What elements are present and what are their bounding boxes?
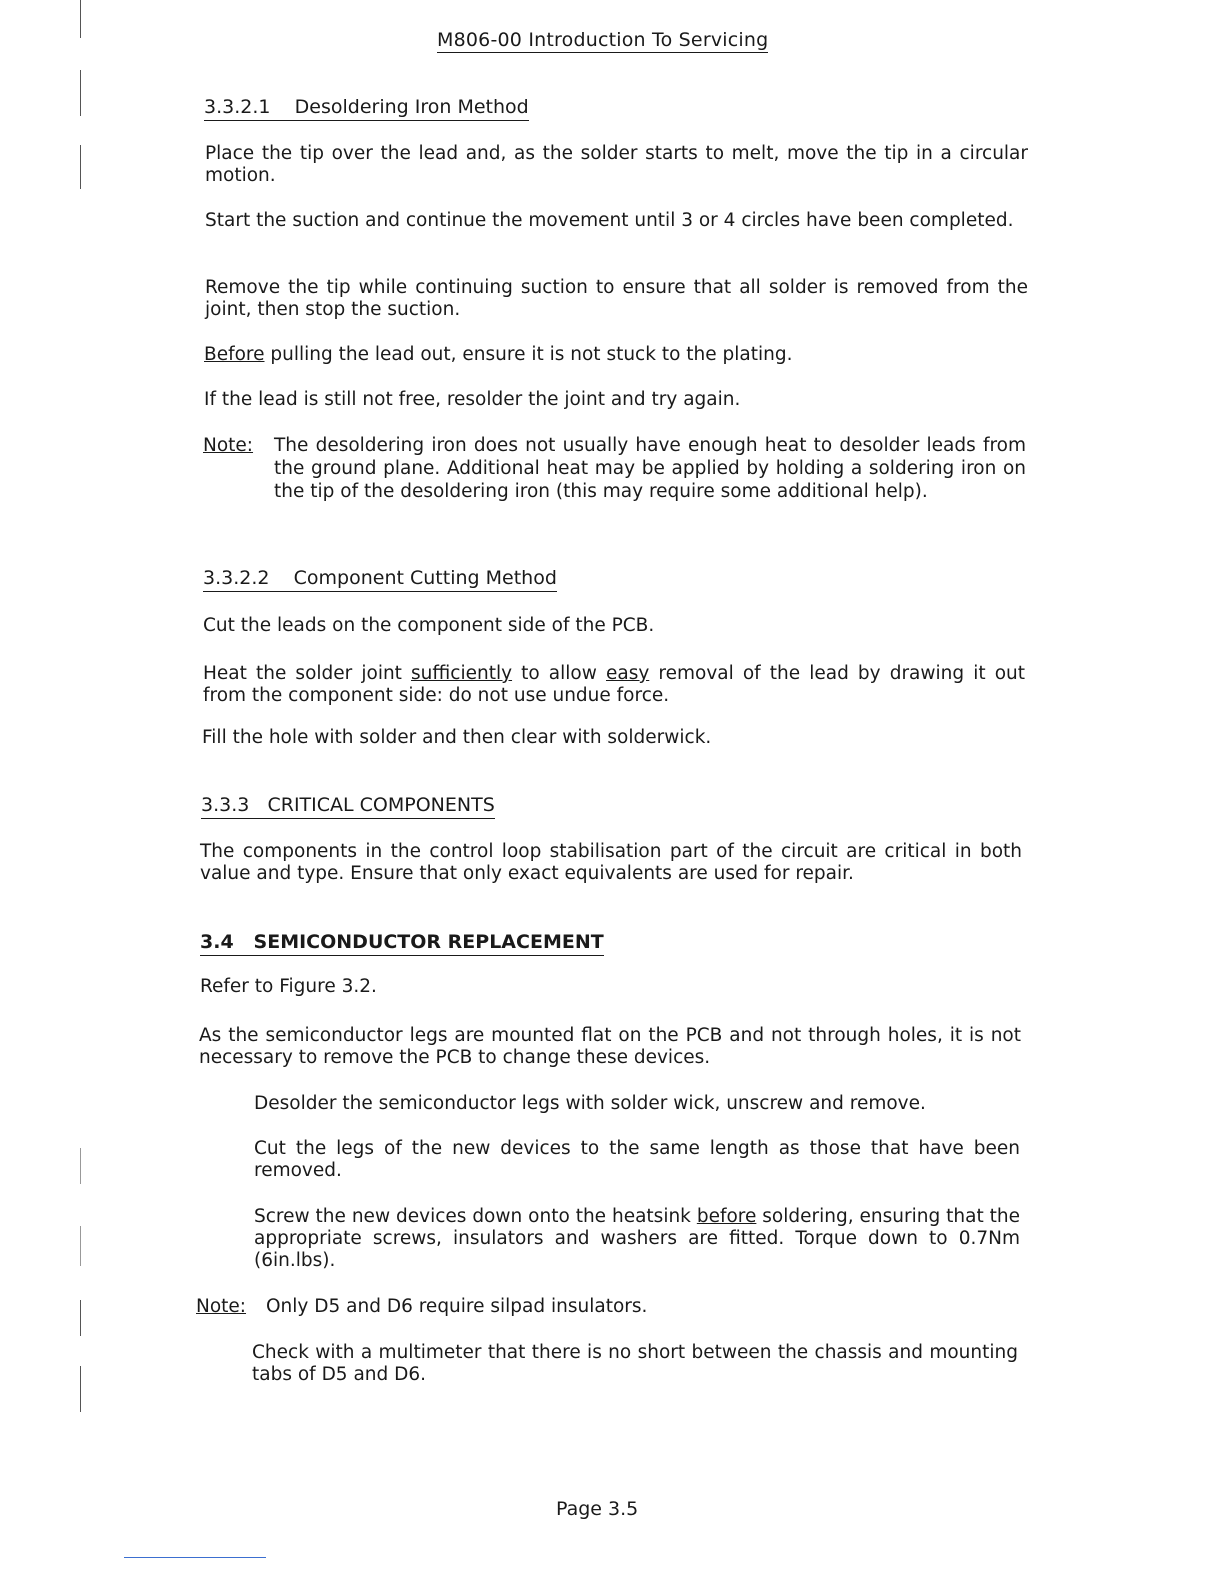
paragraph: Start the suction and continue the movement until 3 or 4 circles have been completed. bbox=[205, 210, 1014, 231]
paragraph: Fill the hole with solder and then clear with solderwick. bbox=[202, 727, 712, 748]
section-number: 3.3.3 bbox=[201, 794, 250, 816]
scan-mark bbox=[80, 1226, 81, 1266]
paragraph: Cut the leads on the component side of the PCB. bbox=[203, 615, 655, 636]
paragraph bbox=[204, 344, 1027, 366]
paragraph: The components in the control loop stabilisation part of the circuit are critical in both value and type. Ensure that only exact equivalents are used for repair. bbox=[200, 841, 1022, 884]
section-number: 3.4 bbox=[200, 931, 234, 953]
scan-mark bbox=[80, 1300, 81, 1336]
paragraph-text: Screw the new devices down onto the heatsink bbox=[254, 1206, 697, 1227]
section-heading-semiconductor bbox=[200, 931, 604, 956]
note-block bbox=[203, 434, 1028, 530]
scan-edge-line bbox=[124, 1557, 266, 1558]
paragraph: As the semiconductor legs are mounted flat on the PCB and not through holes, it is not necessary to remove the PCB to change these devices. bbox=[199, 1025, 1021, 1068]
emphasis-text: easy bbox=[605, 663, 650, 684]
section-heading-cutting bbox=[203, 567, 557, 592]
paragraph-text: removal of the lead by drawing it out from the component side: do not use undue force. bbox=[203, 663, 1026, 706]
paragraph bbox=[254, 1206, 1020, 1272]
paragraph: Cut the legs of the new devices to the same length as those that have been removed. bbox=[254, 1138, 1020, 1181]
note-text: The desoldering iron does not usually have enough heat to desolder leads from the ground plane. Additional heat may be applied by holding a soldering iron on the tip of the desoldering iron (this may require some additional help). bbox=[274, 435, 1026, 502]
scan-mark bbox=[80, 0, 81, 38]
paragraph-text: pulling the lead out, ensure it is not stuck to the plating. bbox=[264, 344, 793, 365]
note-label: Note: bbox=[203, 435, 254, 456]
page-number: Page 3.5 bbox=[556, 1498, 639, 1520]
paragraph: Place the tip over the lead and, as the solder starts to melt, move the tip in a circular motion. bbox=[205, 143, 1028, 186]
section-title: Component Cutting Method bbox=[293, 567, 557, 589]
scan-mark bbox=[80, 70, 81, 116]
scan-mark bbox=[80, 145, 81, 189]
scan-mark bbox=[80, 1148, 81, 1184]
note-text: Only D5 and D6 require silpad insulators. bbox=[266, 1296, 648, 1317]
note-label: Note: bbox=[196, 1296, 247, 1317]
paragraph-text: Heat the solder joint bbox=[203, 663, 412, 684]
paragraph bbox=[203, 663, 1025, 707]
section-title: Desoldering Iron Method bbox=[294, 96, 529, 118]
paragraph: Desolder the semiconductor legs with solder wick, unscrew and remove. bbox=[254, 1093, 926, 1114]
section-number: 3.3.2.2 bbox=[203, 567, 270, 589]
emphasis-text: Before bbox=[204, 344, 265, 365]
section-heading-desoldering bbox=[204, 96, 529, 121]
emphasis-text: before bbox=[696, 1206, 757, 1227]
emphasis-text: sufficiently bbox=[411, 663, 513, 684]
paragraph-text: Remove the tip while continuing suction to ensure that all solder is removed from the joint, then stop the suction. bbox=[205, 277, 1028, 320]
paragraph-text: to allow bbox=[512, 663, 606, 684]
paragraph-text: soldering, ensuring that the appropriate screws, insulators and washers are fitted. Torque down to 0.7Nm (6in.lbs). bbox=[254, 1206, 1020, 1271]
section-heading-critical bbox=[201, 794, 495, 819]
section-number: 3.3.2.1 bbox=[204, 96, 271, 118]
document-title: M806-00 Introduction To Servicing bbox=[437, 29, 769, 51]
paragraph: If the lead is still not free, resolder the joint and try again. bbox=[204, 389, 741, 410]
paragraph: Refer to Figure 3.2. bbox=[200, 976, 377, 997]
section-title: SEMICONDUCTOR REPLACEMENT bbox=[253, 931, 604, 953]
paragraph bbox=[205, 277, 1028, 321]
scan-mark bbox=[80, 1366, 81, 1412]
note-block bbox=[196, 1295, 1020, 1321]
paragraph: Check with a multimeter that there is no short between the chassis and mounting tabs of D5 and D6. bbox=[252, 1342, 1018, 1385]
section-title: CRITICAL COMPONENTS bbox=[267, 794, 495, 816]
